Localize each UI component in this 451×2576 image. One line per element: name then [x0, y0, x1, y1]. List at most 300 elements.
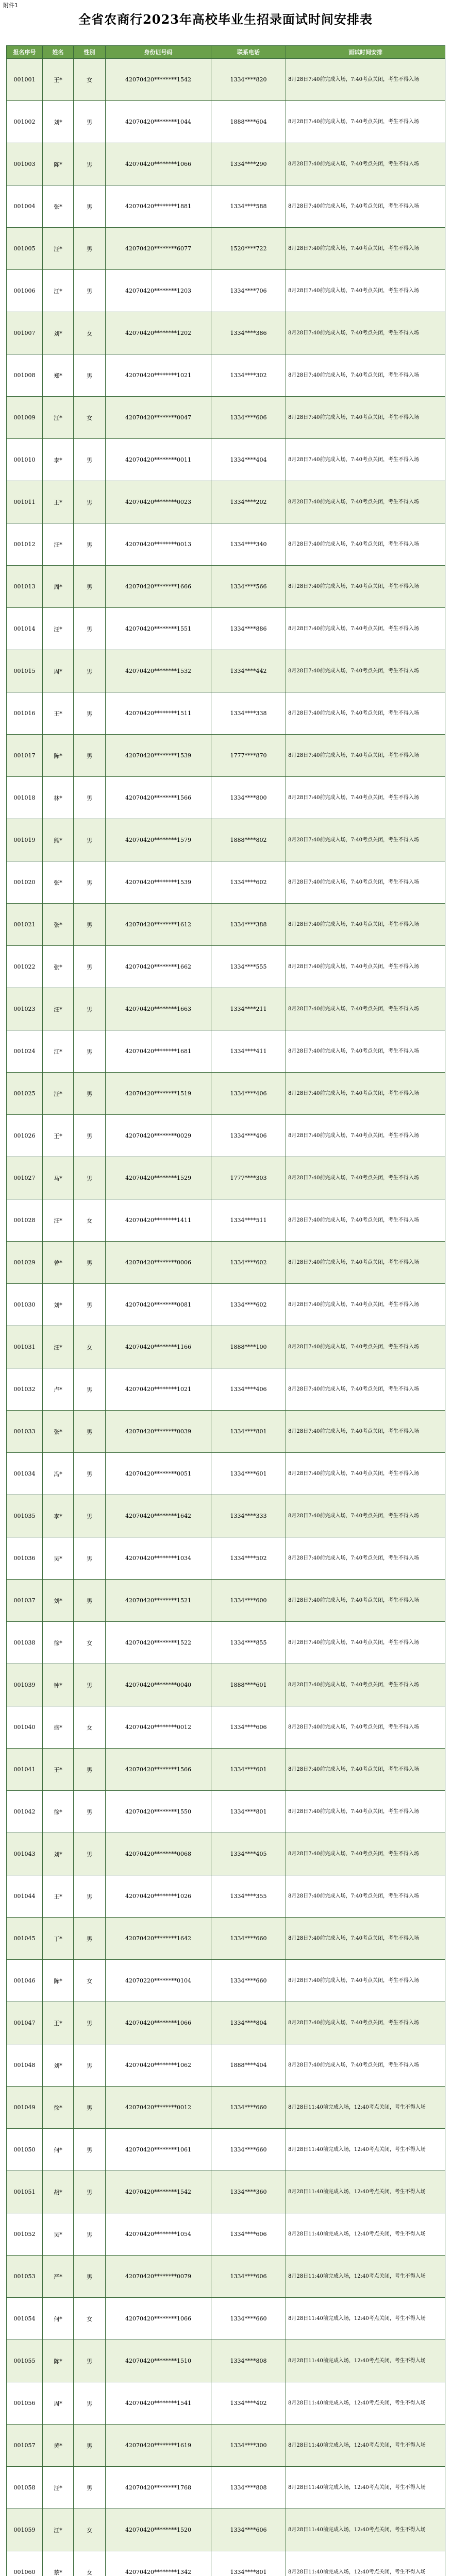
cell-name: 汪* [43, 228, 74, 270]
table-row [7, 1664, 445, 1706]
table-row [7, 2425, 445, 2467]
cell-schedule [286, 2467, 445, 2509]
cell-name: 徐* [43, 2087, 74, 2129]
cell-name: 胡* [43, 2171, 74, 2213]
cell-id: 001013 [7, 566, 43, 608]
cell-gender: 男 [74, 861, 106, 904]
cell-name: 何* [43, 2129, 74, 2171]
cell-idcard: 42070420********0012 [106, 1706, 211, 1749]
cell-gender: 男 [74, 988, 106, 1030]
cell-idcard: 42070420********0079 [106, 2256, 211, 2298]
cell-gender: 男 [74, 439, 106, 481]
schedule-note: 8月28日7:40前完成入场，7:40考点关闭，考生不得入场 [288, 1428, 419, 1434]
cell-schedule [286, 312, 445, 354]
header-phone: 联系电话 [211, 46, 286, 59]
cell-name: 陈* [43, 1960, 74, 2002]
schedule-note: 8月28日7:40前完成入场，7:40考点关闭，考生不得入场 [288, 1217, 419, 1223]
cell-id: 001059 [7, 2509, 43, 2551]
cell-gender: 女 [74, 1960, 106, 2002]
schedule-note: 8月28日11:40前完成入场，12:40考点关闭，考生不得入场 [288, 2315, 426, 2321]
cell-gender: 男 [74, 2213, 106, 2256]
cell-phone: 1334****801 [211, 1791, 286, 1833]
cell-name: 张* [43, 946, 74, 988]
schedule-note: 8月28日7:40前完成入场，7:40考点关闭，考生不得入场 [288, 287, 419, 294]
cell-gender: 男 [74, 1664, 106, 1706]
table-row [7, 2213, 445, 2256]
cell-idcard: 42070420********1034 [106, 1537, 211, 1580]
cell-gender: 男 [74, 946, 106, 988]
cell-id: 001032 [7, 1368, 43, 1411]
cell-name: 李* [43, 1495, 74, 1537]
cell-id: 001033 [7, 1411, 43, 1453]
cell-phone: 1888****601 [211, 1664, 286, 1706]
table-row [7, 1199, 445, 1242]
schedule-note: 8月28日11:40前完成入场，12:40考点关闭，考生不得入场 [288, 2273, 426, 2279]
cell-schedule [286, 904, 445, 946]
schedule-note: 8月28日7:40前完成入场，7:40考点关闭，考生不得入场 [288, 1386, 419, 1392]
cell-schedule [286, 777, 445, 819]
cell-schedule [286, 988, 445, 1030]
cell-name: 汪* [43, 1199, 74, 1242]
cell-name: 刘* [43, 101, 74, 143]
cell-phone: 1334****211 [211, 988, 286, 1030]
table-row [7, 481, 445, 523]
cell-gender: 女 [74, 1199, 106, 1242]
cell-idcard: 42070420********1768 [106, 2467, 211, 2509]
cell-schedule [286, 397, 445, 439]
schedule-note: 8月28日7:40前完成入场，7:40考点关闭，考生不得入场 [288, 245, 419, 251]
cell-phone: 1334****606 [211, 2256, 286, 2298]
cell-idcard: 42070420********1566 [106, 1749, 211, 1791]
table-row [7, 270, 445, 312]
cell-schedule [286, 1495, 445, 1537]
cell-schedule [286, 1411, 445, 1453]
cell-id: 001003 [7, 143, 43, 185]
cell-phone: 1334****660 [211, 2129, 286, 2171]
cell-phone: 1334****801 [211, 1411, 286, 1453]
cell-gender: 男 [74, 2171, 106, 2213]
cell-idcard: 42070420********0023 [106, 481, 211, 523]
cell-gender: 男 [74, 1073, 106, 1115]
cell-idcard: 42070420********1539 [106, 861, 211, 904]
cell-idcard: 42070420********1511 [106, 692, 211, 735]
cell-id: 001028 [7, 1199, 43, 1242]
cell-name: 汪* [43, 608, 74, 650]
table-row [7, 1495, 445, 1537]
cell-phone: 1334****808 [211, 2340, 286, 2382]
cell-name: 汪* [43, 1326, 74, 1368]
table-row [7, 1411, 445, 1453]
cell-phone: 1334****405 [211, 1833, 286, 1875]
cell-gender: 男 [74, 1749, 106, 1791]
cell-schedule [286, 1242, 445, 1284]
cell-id: 001012 [7, 523, 43, 566]
table-row [7, 397, 445, 439]
cell-gender: 女 [74, 1622, 106, 1664]
cell-idcard: 42070420********1202 [106, 312, 211, 354]
cell-idcard: 42070420********1551 [106, 608, 211, 650]
cell-id: 001035 [7, 1495, 43, 1537]
cell-schedule [286, 692, 445, 735]
schedule-note: 8月28日7:40前完成入场，7:40考点关闭，考生不得入场 [288, 1259, 419, 1265]
cell-idcard: 42070420********1541 [106, 2382, 211, 2425]
cell-phone: 1888****604 [211, 101, 286, 143]
cell-schedule [286, 1157, 445, 1199]
schedule-note: 8月28日7:40前完成入场，7:40考点关闭，考生不得入场 [288, 710, 419, 716]
schedule-note: 8月28日7:40前完成入场，7:40考点关闭，考生不得入场 [288, 1808, 419, 1815]
cell-gender: 男 [74, 1833, 106, 1875]
schedule-note: 8月28日7:40前完成入场，7:40考点关闭，考生不得入场 [288, 1935, 419, 1941]
table-row [7, 143, 445, 185]
table-row [7, 1833, 445, 1875]
cell-name: 徐* [43, 1622, 74, 1664]
cell-name: 王* [43, 59, 74, 101]
cell-schedule [286, 1622, 445, 1664]
cell-name: 蔡* [43, 2551, 74, 2576]
cell-id: 001009 [7, 397, 43, 439]
cell-idcard: 42070420********1542 [106, 59, 211, 101]
cell-idcard: 42070420********1521 [106, 1580, 211, 1622]
cell-schedule [286, 2382, 445, 2425]
cell-phone: 1334****340 [211, 523, 286, 566]
cell-idcard: 42070420********0006 [106, 1242, 211, 1284]
cell-schedule [286, 1453, 445, 1495]
cell-id: 001002 [7, 101, 43, 143]
cell-phone: 1334****600 [211, 1580, 286, 1622]
cell-phone: 1334****406 [211, 1073, 286, 1115]
cell-id: 001029 [7, 1242, 43, 1284]
cell-idcard: 42070420********1166 [106, 1326, 211, 1368]
cell-gender: 男 [74, 228, 106, 270]
cell-schedule [286, 185, 445, 228]
table-row [7, 904, 445, 946]
cell-name: 刘* [43, 312, 74, 354]
cell-gender: 男 [74, 481, 106, 523]
cell-id: 001014 [7, 608, 43, 650]
schedule-note: 8月28日11:40前完成入场，12:40考点关闭，考生不得入场 [288, 2189, 426, 2195]
cell-id: 001042 [7, 1791, 43, 1833]
cell-schedule [286, 1791, 445, 1833]
schedule-note: 8月28日7:40前完成入场，7:40考点关闭，考生不得入场 [288, 541, 419, 547]
cell-gender: 男 [74, 650, 106, 692]
schedule-note: 8月28日7:40前完成入场，7:40考点关闭，考生不得入场 [288, 1006, 419, 1012]
cell-gender: 女 [74, 59, 106, 101]
header-id: 报名序号 [7, 46, 43, 59]
cell-gender: 男 [74, 1157, 106, 1199]
cell-name: 张* [43, 904, 74, 946]
cell-gender: 女 [74, 397, 106, 439]
table-row [7, 2002, 445, 2044]
cell-idcard: 42070420********1532 [106, 650, 211, 692]
cell-name: 李* [43, 439, 74, 481]
schedule-note: 8月28日7:40前完成入场，7:40考点关闭，考生不得入场 [288, 1851, 419, 1857]
cell-name: 卢* [43, 1368, 74, 1411]
cell-idcard: 42070420********1054 [106, 2213, 211, 2256]
cell-name: 冯* [43, 1453, 74, 1495]
cell-phone: 1334****588 [211, 185, 286, 228]
cell-phone: 1334****333 [211, 1495, 286, 1537]
cell-gender: 男 [74, 2129, 106, 2171]
cell-phone: 1334****800 [211, 777, 286, 819]
table-row [7, 735, 445, 777]
cell-schedule [286, 1833, 445, 1875]
cell-schedule [286, 439, 445, 481]
cell-phone: 1334****404 [211, 439, 286, 481]
cell-id: 001010 [7, 439, 43, 481]
cell-idcard: 42070420********0047 [106, 397, 211, 439]
cell-phone: 1334****660 [211, 1960, 286, 2002]
cell-gender: 男 [74, 1495, 106, 1537]
cell-schedule [286, 2340, 445, 2382]
cell-name: 郑* [43, 354, 74, 397]
cell-schedule [286, 861, 445, 904]
cell-idcard: 42070420********0013 [106, 523, 211, 566]
cell-name: 汪* [43, 1073, 74, 1115]
table-row [7, 228, 445, 270]
schedule-note: 8月28日7:40前完成入场，7:40考点关闭，考生不得入场 [288, 1344, 419, 1350]
cell-phone: 1334****202 [211, 481, 286, 523]
schedule-note: 8月28日7:40前完成入场，7:40考点关闭，考生不得入场 [288, 203, 419, 209]
schedule-note: 8月28日7:40前完成入场，7:40考点关闭，考生不得入场 [288, 625, 419, 632]
table-row [7, 1073, 445, 1115]
cell-gender: 男 [74, 1791, 106, 1833]
cell-name: 黄* [43, 2425, 74, 2467]
cell-phone: 1334****855 [211, 1622, 286, 1664]
table-row [7, 1326, 445, 1368]
table-row [7, 2129, 445, 2171]
cell-gender: 男 [74, 566, 106, 608]
cell-id: 001045 [7, 1918, 43, 1960]
schedule-note: 8月28日7:40前完成入场，7:40考点关闭，考生不得入场 [288, 2020, 419, 2026]
cell-schedule [286, 354, 445, 397]
schedule-note: 8月28日7:40前完成入场，7:40考点关闭，考生不得入场 [288, 1132, 419, 1139]
header-schedule: 面试时间安排 [286, 46, 445, 59]
cell-schedule [286, 523, 445, 566]
cell-gender: 男 [74, 1284, 106, 1326]
cell-id: 001060 [7, 2551, 43, 2576]
table-row [7, 1706, 445, 1749]
cell-gender: 男 [74, 1368, 106, 1411]
schedule-note: 8月28日7:40前完成入场，7:40考点关闭，考生不得入场 [288, 330, 419, 336]
cell-idcard: 42070420********1062 [106, 2044, 211, 2087]
table-row [7, 2171, 445, 2213]
cell-idcard: 42070420********1681 [106, 1030, 211, 1073]
cell-name: 汪* [43, 988, 74, 1030]
table-row [7, 59, 445, 101]
cell-schedule [286, 228, 445, 270]
cell-phone: 1334****602 [211, 1284, 286, 1326]
table-row [7, 2382, 445, 2425]
cell-id: 001020 [7, 861, 43, 904]
cell-phone: 1334****402 [211, 2382, 286, 2425]
cell-idcard: 42070420********1519 [106, 1073, 211, 1115]
cell-phone: 1334****886 [211, 608, 286, 650]
cell-id: 001037 [7, 1580, 43, 1622]
cell-gender: 女 [74, 1706, 106, 1749]
cell-idcard: 42070420********1066 [106, 2002, 211, 2044]
schedule-note: 8月28日7:40前完成入场，7:40考点关闭，考生不得入场 [288, 1766, 419, 1772]
schedule-note: 8月28日7:40前完成入场，7:40考点关闭，考生不得入场 [288, 963, 419, 970]
cell-name: 刘* [43, 2044, 74, 2087]
schedule-note: 8月28日7:40前完成入场，7:40考点关闭，考生不得入场 [288, 1597, 419, 1603]
cell-idcard: 42070420********0012 [106, 2087, 211, 2129]
cell-schedule [286, 1368, 445, 1411]
table-row [7, 2256, 445, 2298]
cell-gender: 男 [74, 101, 106, 143]
cell-schedule [286, 481, 445, 523]
header-idcard: 身份证号码 [106, 46, 211, 59]
cell-id: 001055 [7, 2340, 43, 2382]
table-row [7, 523, 445, 566]
cell-gender: 男 [74, 270, 106, 312]
schedule-note: 8月28日7:40前完成入场，7:40考点关闭，考生不得入场 [288, 372, 419, 378]
cell-idcard: 42070420********1663 [106, 988, 211, 1030]
cell-gender: 男 [74, 185, 106, 228]
cell-schedule [286, 1706, 445, 1749]
cell-phone: 1334****804 [211, 2002, 286, 2044]
cell-idcard: 42070420********1066 [106, 143, 211, 185]
cell-idcard: 42070420********1619 [106, 2425, 211, 2467]
cell-schedule [286, 1030, 445, 1073]
cell-name: 张* [43, 1411, 74, 1453]
cell-phone: 1334****555 [211, 946, 286, 988]
schedule-note: 8月28日11:40前完成入场，12:40考点关闭，考生不得入场 [288, 2231, 426, 2237]
schedule-note: 8月28日7:40前完成入场，7:40考点关闭，考生不得入场 [288, 583, 419, 589]
cell-phone: 1334****660 [211, 2087, 286, 2129]
cell-id: 001021 [7, 904, 43, 946]
cell-gender: 男 [74, 1411, 106, 1453]
table-row [7, 354, 445, 397]
schedule-note: 8月28日7:40前完成入场，7:40考点关闭，考生不得入场 [288, 161, 419, 167]
cell-name: 汪* [43, 523, 74, 566]
cell-name: 林* [43, 777, 74, 819]
cell-name: 江* [43, 397, 74, 439]
cell-idcard: 42070420********1881 [106, 185, 211, 228]
cell-schedule [286, 735, 445, 777]
schedule-note: 8月28日7:40前完成入场，7:40考点关闭，考生不得入场 [288, 752, 419, 758]
schedule-note: 8月28日7:40前完成入场，7:40考点关闭，考生不得入场 [288, 668, 419, 674]
cell-phone: 1334****406 [211, 1368, 286, 1411]
cell-schedule [286, 1326, 445, 1368]
cell-idcard: 42070420********1566 [106, 777, 211, 819]
cell-id: 001039 [7, 1664, 43, 1706]
cell-schedule [286, 143, 445, 185]
cell-id: 001005 [7, 228, 43, 270]
table-row [7, 1580, 445, 1622]
cell-schedule [286, 2425, 445, 2467]
cell-id: 001024 [7, 1030, 43, 1073]
cell-gender: 男 [74, 692, 106, 735]
cell-idcard: 42070420********1612 [106, 904, 211, 946]
cell-name: 吴* [43, 2213, 74, 2256]
cell-gender: 男 [74, 2382, 106, 2425]
table-row [7, 1749, 445, 1791]
table-row [7, 1368, 445, 1411]
cell-name: 王* [43, 1749, 74, 1791]
table-header-row [7, 46, 445, 59]
cell-phone: 1334****502 [211, 1537, 286, 1580]
cell-phone: 1334****606 [211, 2213, 286, 2256]
cell-gender: 男 [74, 904, 106, 946]
schedule-note: 8月28日7:40前完成入场，7:40考点关闭，考生不得入场 [288, 1301, 419, 1308]
cell-id: 001054 [7, 2298, 43, 2340]
cell-name: 汪* [43, 2467, 74, 2509]
cell-gender: 男 [74, 777, 106, 819]
table-row [7, 1960, 445, 2002]
table-row [7, 819, 445, 861]
cell-idcard: 42070420********0081 [106, 1284, 211, 1326]
cell-schedule [286, 2256, 445, 2298]
cell-idcard: 42070420********1044 [106, 101, 211, 143]
schedule-note: 8月28日7:40前完成入场，7:40考点关闭，考生不得入场 [288, 1977, 419, 1984]
cell-id: 001016 [7, 692, 43, 735]
cell-schedule [286, 101, 445, 143]
cell-schedule [286, 2213, 445, 2256]
schedule-note: 8月28日7:40前完成入场，7:40考点关闭，考生不得入场 [288, 2062, 419, 2068]
cell-schedule [286, 650, 445, 692]
table-row [7, 1791, 445, 1833]
cell-idcard: 42070420********6077 [106, 228, 211, 270]
cell-phone: 1334****820 [211, 59, 286, 101]
cell-schedule [286, 2551, 445, 2576]
cell-schedule [286, 1073, 445, 1115]
cell-phone: 1334****660 [211, 2298, 286, 2340]
cell-schedule [286, 2129, 445, 2171]
schedule-note: 8月28日7:40前完成入场，7:40考点关闭，考生不得入场 [288, 1048, 419, 1054]
cell-schedule [286, 59, 445, 101]
cell-name: 熊* [43, 819, 74, 861]
cell-gender: 男 [74, 2087, 106, 2129]
cell-phone: 1334****360 [211, 2171, 286, 2213]
cell-name: 王* [43, 1115, 74, 1157]
cell-id: 001025 [7, 1073, 43, 1115]
cell-gender: 女 [74, 2509, 106, 2551]
cell-phone: 1520****722 [211, 228, 286, 270]
cell-id: 001038 [7, 1622, 43, 1664]
schedule-note: 8月28日7:40前完成入场，7:40考点关闭，考生不得入场 [288, 921, 419, 927]
cell-phone: 1334****338 [211, 692, 286, 735]
schedule-note: 8月28日11:40前完成入场，12:40考点关闭，考生不得入场 [288, 2400, 426, 2406]
cell-schedule [286, 270, 445, 312]
cell-phone: 1334****511 [211, 1199, 286, 1242]
cell-id: 001043 [7, 1833, 43, 1875]
cell-schedule [286, 1284, 445, 1326]
cell-idcard: 42070420********1642 [106, 1918, 211, 1960]
cell-idcard: 42070420********1542 [106, 2171, 211, 2213]
cell-name: 王* [43, 1875, 74, 1918]
cell-id: 001046 [7, 1960, 43, 2002]
cell-id: 001041 [7, 1749, 43, 1791]
cell-id: 001053 [7, 2256, 43, 2298]
table-row [7, 566, 445, 608]
schedule-note: 8月28日7:40前完成入场，7:40考点关闭，考生不得入场 [288, 1175, 419, 1181]
table-row [7, 1453, 445, 1495]
cell-phone: 1334****706 [211, 270, 286, 312]
cell-name: 王* [43, 692, 74, 735]
cell-schedule [286, 1199, 445, 1242]
cell-name: 严* [43, 2256, 74, 2298]
cell-id: 001023 [7, 988, 43, 1030]
cell-name: 刘* [43, 1284, 74, 1326]
table-row [7, 1030, 445, 1073]
cell-phone: 1888****404 [211, 2044, 286, 2087]
cell-name: 曾* [43, 1242, 74, 1284]
cell-gender: 男 [74, 2044, 106, 2087]
cell-idcard: 42070420********0068 [106, 1833, 211, 1875]
cell-name: 钟* [43, 1664, 74, 1706]
schedule-note: 8月28日7:40前完成入场，7:40考点关闭，考生不得入场 [288, 1513, 419, 1519]
cell-phone: 1334****290 [211, 143, 286, 185]
